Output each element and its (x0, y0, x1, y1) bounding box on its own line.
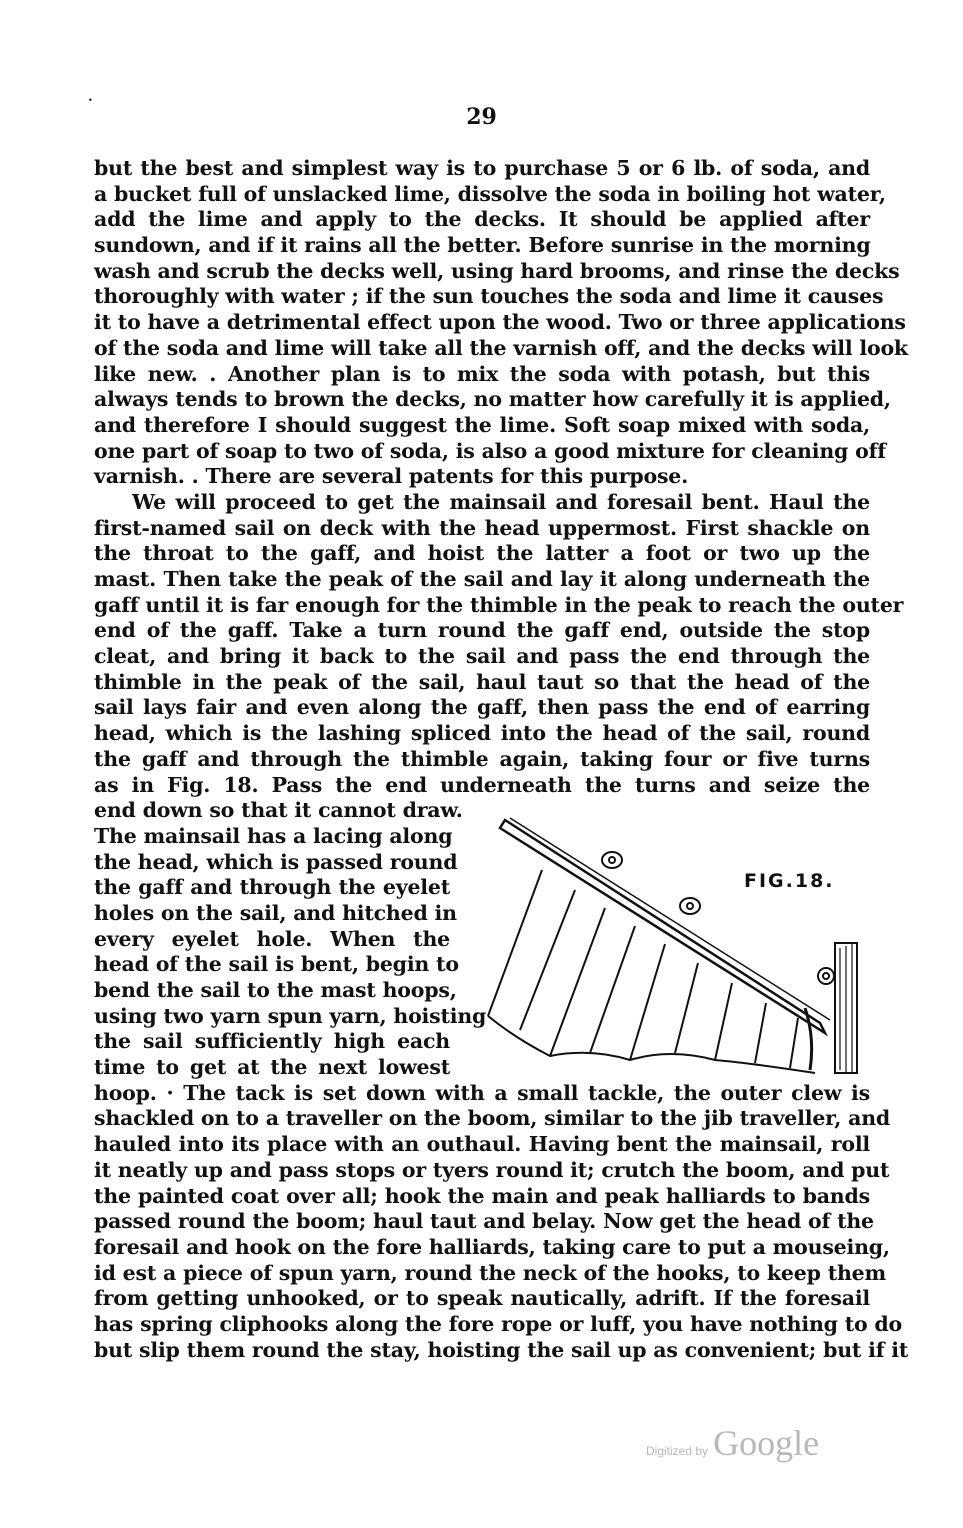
text-line: but the best and simplest way is to purchase 5 or 6 lb. of soda, and (94, 156, 870, 180)
google-digitized-watermark: Digitized by Google (646, 1423, 820, 1463)
text-line: hoop. · The tack is set down with a small tackle, the outer clew is (94, 1080, 870, 1105)
text-line: time to get at the next lowest (94, 1055, 450, 1080)
text-line: sail lays fair and even along the gaff, then pass the end of earring (94, 695, 870, 720)
text-line: add the lime and apply to the decks. It should be applied after (94, 207, 870, 232)
text-line: every eyelet hole. When the (94, 926, 450, 951)
text-line: the gaff and through the eyelet (94, 875, 450, 900)
text-line: it neatly up and pass stops or tyers round it; crutch the boom, and put (94, 1157, 890, 1182)
text-line: head of the sail is bent, begin to (94, 952, 459, 977)
text-line: using two yarn spun yarn, hoisting (94, 1003, 487, 1028)
text-line: head, which is the lashing spliced into the head of the sail, round (94, 721, 870, 746)
text-line: thimble in the peak of the sail, haul taut so that the head of the (94, 669, 870, 694)
text-line: The mainsail has a lacing along (94, 823, 453, 848)
text-line: but slip them round the stay, hoisting the sail up as convenient; but if it (94, 1337, 909, 1362)
text-line: the head, which is passed round (94, 849, 458, 874)
text-line: from getting unhooked, or to speak nautically, adrift. If the foresail (94, 1286, 870, 1311)
text-line: a bucket full of unslacked lime, dissolve the soda in boiling hot water, (94, 181, 886, 206)
text-line: cleat, and bring it back to the sail and pass the end through the (94, 644, 870, 669)
figure-label: FIG.18. (744, 870, 835, 892)
body-text (94, 156, 909, 1363)
text-line: the gaff and through the thimble again, taking four or five turns (94, 746, 870, 771)
text-line: first-named sail on deck with the head uppermost. First shackle on (94, 515, 870, 540)
figure-18-gaff-sail-illustration (470, 808, 870, 1078)
text-line: wash and scrub the decks well, using hard brooms, and rinse the decks (94, 258, 900, 283)
text-line: it to have a detrimental effect upon the wood. Two or three applications (94, 310, 906, 335)
text-line: shackled on to a traveller on the boom, similar to the jib traveller, and (94, 1106, 891, 1131)
text-line: the throat to the gaff, and hoist the latter a foot or two up the (94, 541, 870, 566)
text-line: sundown, and if it rains all the better. Before sunrise in the morning (94, 233, 871, 258)
text-line: always tends to brown the decks, no matter how carefully it is applied, (94, 387, 891, 412)
text-line: varnish. . There are several patents for this purpose. (94, 464, 689, 489)
text-line: mast. Then take the peak of the sail and lay it along underneath the (94, 567, 870, 591)
text-line: one part of soap to two of soda, is also a good mixture for cleaning off (94, 438, 886, 463)
text-line: hauled into its place with an outhaul. Having bent the mainsail, roll (94, 1132, 870, 1157)
text-line: like new. . Another plan is to mix the soda with potash, but this (94, 361, 870, 386)
text-line: the painted coat over all; hook the main and peak halliards to bands (94, 1183, 870, 1208)
text-line: gaff until it is far enough for the thimble in the peak to reach the outer (94, 592, 904, 617)
text-line: as in Fig. 18. Pass the end underneath the turns and seize the (94, 772, 870, 797)
text-line: has spring cliphooks along the fore rope or luff, you have nothing to do (94, 1311, 903, 1336)
text-line: end down so that it cannot draw. (94, 798, 463, 823)
text-line: the sail sufficiently high each (94, 1029, 450, 1054)
text-line: passed round the boom; haul taut and belay. Now get the head of the (94, 1209, 874, 1234)
text-line: and therefore I should suggest the lime. Soft soap mixed with soda, (94, 412, 870, 437)
page-number: 29 (466, 104, 497, 130)
text-line: id est a piece of spun yarn, round the neck of the hooks, to keep them (94, 1260, 886, 1285)
text-line: end of the gaff. Take a turn round the gaff end, outside the stop (94, 618, 870, 643)
scan-speck: • (88, 96, 93, 105)
text-line: holes on the sail, and hitched in (94, 900, 457, 925)
text-line: of the soda and lime will take all the varnish off, and the decks will look (94, 335, 908, 360)
text-line: We will proceed to get the mainsail and foresail bent. Haul the (132, 489, 870, 514)
text-line: bend the sail to the mast hoops, (94, 978, 457, 1002)
text-line: foresail and hook on the fore halliards, taking care to put a mouseing, (94, 1234, 890, 1259)
text-line: thoroughly with water ; if the sun touches the soda and lime it causes (94, 284, 884, 309)
